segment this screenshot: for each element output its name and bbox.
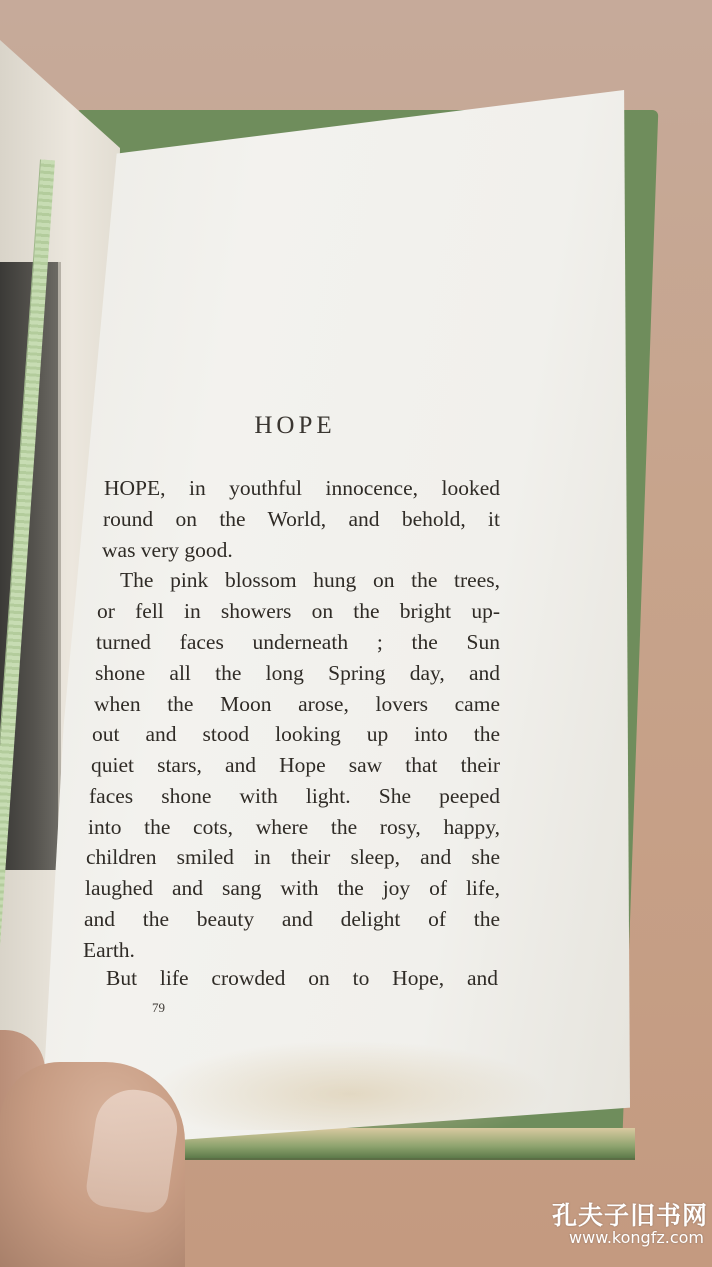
page-number: 79 [152, 1000, 165, 1015]
text-line: round on the World, and behold, it [103, 507, 500, 531]
text-line: The pink blossom hung on the trees, [120, 568, 500, 592]
text-line: and the beauty and delight of the [84, 907, 500, 931]
text-line: children smiled in their sleep, and she [86, 845, 500, 869]
text-line: or fell in showers on the bright up- [97, 599, 500, 623]
text-line: HOPE, in youthful innocence, looked [104, 476, 500, 500]
text-line: faces shone with light. She peeped [89, 784, 500, 808]
watermark [548, 1196, 708, 1256]
text-line: quiet stars, and Hope saw that their [91, 753, 500, 777]
text-line: into the cots, where the rosy, happy, [88, 815, 500, 839]
text-line: But life crowded on to Hope, and [106, 966, 498, 990]
text-line: turned faces underneath ; the Sun [96, 630, 500, 654]
text-line: Earth. [83, 938, 135, 962]
text-line: laughed and sang with the joy of life, [85, 876, 500, 900]
watermark-title: 孔夫子旧书网 [551, 1201, 708, 1230]
watermark-url: www.kongfz.com [569, 1228, 704, 1247]
text-line: out and stood looking up into the [92, 722, 500, 746]
text-line: when the Moon arose, lovers came [94, 692, 500, 716]
text-line: shone all the long Spring day, and [95, 661, 500, 685]
text-line: was very good. [102, 538, 233, 562]
chapter-title: HOPE [254, 412, 336, 439]
